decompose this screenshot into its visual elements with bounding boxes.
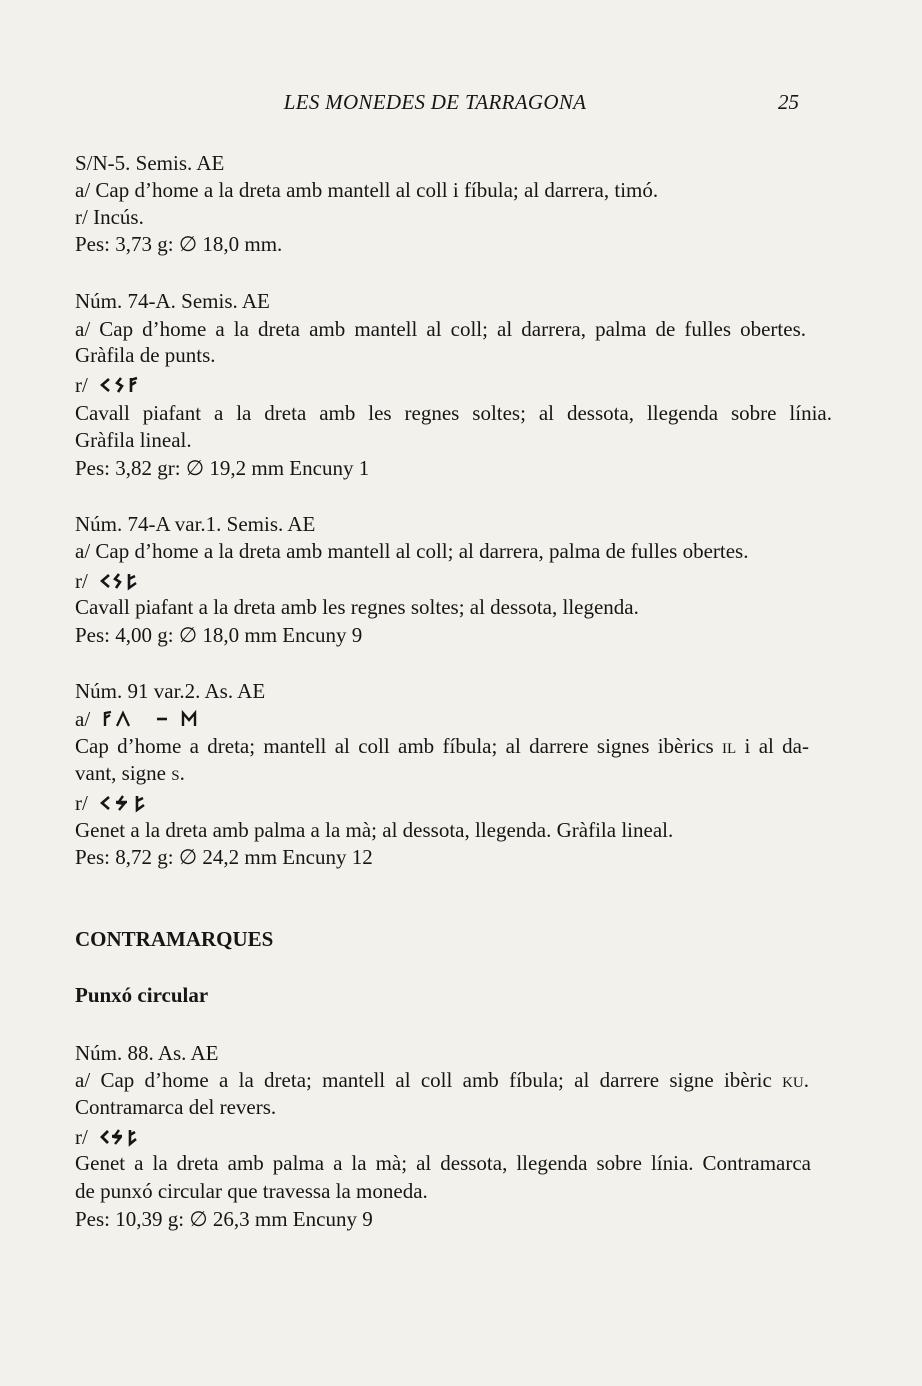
entry-reverse-desc: Cavall piafant a la dreta amb les regnes soltes; al dessota, llegenda.: [75, 595, 639, 619]
entry-weight: Pes: 3,82 gr: ∅ 19,2 mm Encuny 1: [75, 456, 370, 480]
entry-reverse-border: Gràfila lineal.: [75, 428, 192, 452]
entry-reverse-desc: Genet a la dreta amb palma a la mà; al dessota, llegenda sobre línia. Contramarca: [75, 1151, 811, 1175]
subsection-heading: Punxó circular: [75, 983, 209, 1007]
reverse-prefix: r/: [75, 373, 88, 397]
entry-reverse-desc-cont: de punxó circular que travessa la moneda.: [75, 1179, 428, 1203]
reverse-prefix: r/: [75, 791, 88, 815]
iberian-legend-glyph: [99, 793, 155, 813]
entry-number: Núm. 74-A var.1. Semis. AE: [75, 512, 316, 536]
entry-weight: Pes: 8,72 g: ∅ 24,2 mm Encuny 12: [75, 845, 373, 869]
page-number: 25: [778, 90, 799, 114]
iberian-legend-glyph: [101, 709, 241, 729]
entry-reverse-desc: Cavall piafant a la dreta amb les regnes soltes; al dessota, llegenda sobre línia.: [75, 401, 832, 425]
entry-obverse-legend: [75, 706, 241, 732]
entry-reverse-legend: [75, 568, 145, 594]
iberian-legend-glyph: [99, 375, 145, 395]
entry-number: Núm. 91 var.2. As. AE: [75, 679, 266, 703]
running-header-title: LES MONEDES DE TARRAGONA: [283, 90, 587, 114]
entry-reverse-legend: [75, 1124, 145, 1150]
entry-obverse: a/ Cap d’home a la dreta amb mantell al coll i fíbula; al darrera, timó.: [75, 178, 659, 202]
entry-obverse: a/ Cap d’home a la dreta amb mantell al coll; al darrera, palma de fulles obertes.: [75, 539, 749, 563]
entry-number: Núm. 88. As. AE: [75, 1041, 219, 1065]
entry-obverse-border: Gràfila de punts.: [75, 343, 216, 367]
iberian-legend-glyph: [99, 571, 145, 591]
entry-reverse-legend: [75, 372, 145, 398]
iberian-sign-label: KU: [782, 1075, 804, 1091]
reverse-prefix: r/: [75, 1125, 88, 1149]
iberian-sign-label: S: [171, 768, 180, 784]
entry-obverse: a/ Cap d’home a la dreta amb mantell al coll; al darrera, palma de fulles obertes.: [75, 317, 806, 341]
entry-reverse-desc: Genet a la dreta amb palma a la mà; al dessota, llegenda. Gràfila lineal.: [75, 818, 674, 842]
entry-reverse: r/ Incús.: [75, 205, 144, 229]
entry-obverse: a/ Cap d’home a la dreta; mantell al coll amb fíbula; al darrere signe ibèric KU.: [75, 1068, 809, 1092]
entry-number: S/N-5. Semis. AE: [75, 151, 225, 175]
reverse-prefix: r/: [75, 569, 88, 593]
entry-weight: Pes: 10,39 g: ∅ 26,3 mm Encuny 9: [75, 1207, 373, 1231]
iberian-legend-glyph: [99, 1127, 145, 1147]
entry-reverse-legend: [75, 790, 155, 816]
entry-weight: Pes: 4,00 g: ∅ 18,0 mm Encuny 9: [75, 623, 363, 647]
entry-obverse-note: Contramarca del revers.: [75, 1095, 277, 1119]
entry-obverse-desc-cont: vant, signe S.: [75, 761, 185, 785]
entry-number: Núm. 74-A. Semis. AE: [75, 289, 270, 313]
section-heading: CONTRAMARQUES: [75, 927, 274, 951]
iberian-sign-label: IL: [722, 741, 737, 757]
obverse-prefix: a/: [75, 707, 91, 731]
entry-obverse-desc: Cap d’home a dreta; mantell al coll amb fíbula; al darrere signes ibèrics IL i al da-: [75, 734, 809, 758]
entry-weight: Pes: 3,73 g: ∅ 18,0 mm.: [75, 232, 283, 256]
